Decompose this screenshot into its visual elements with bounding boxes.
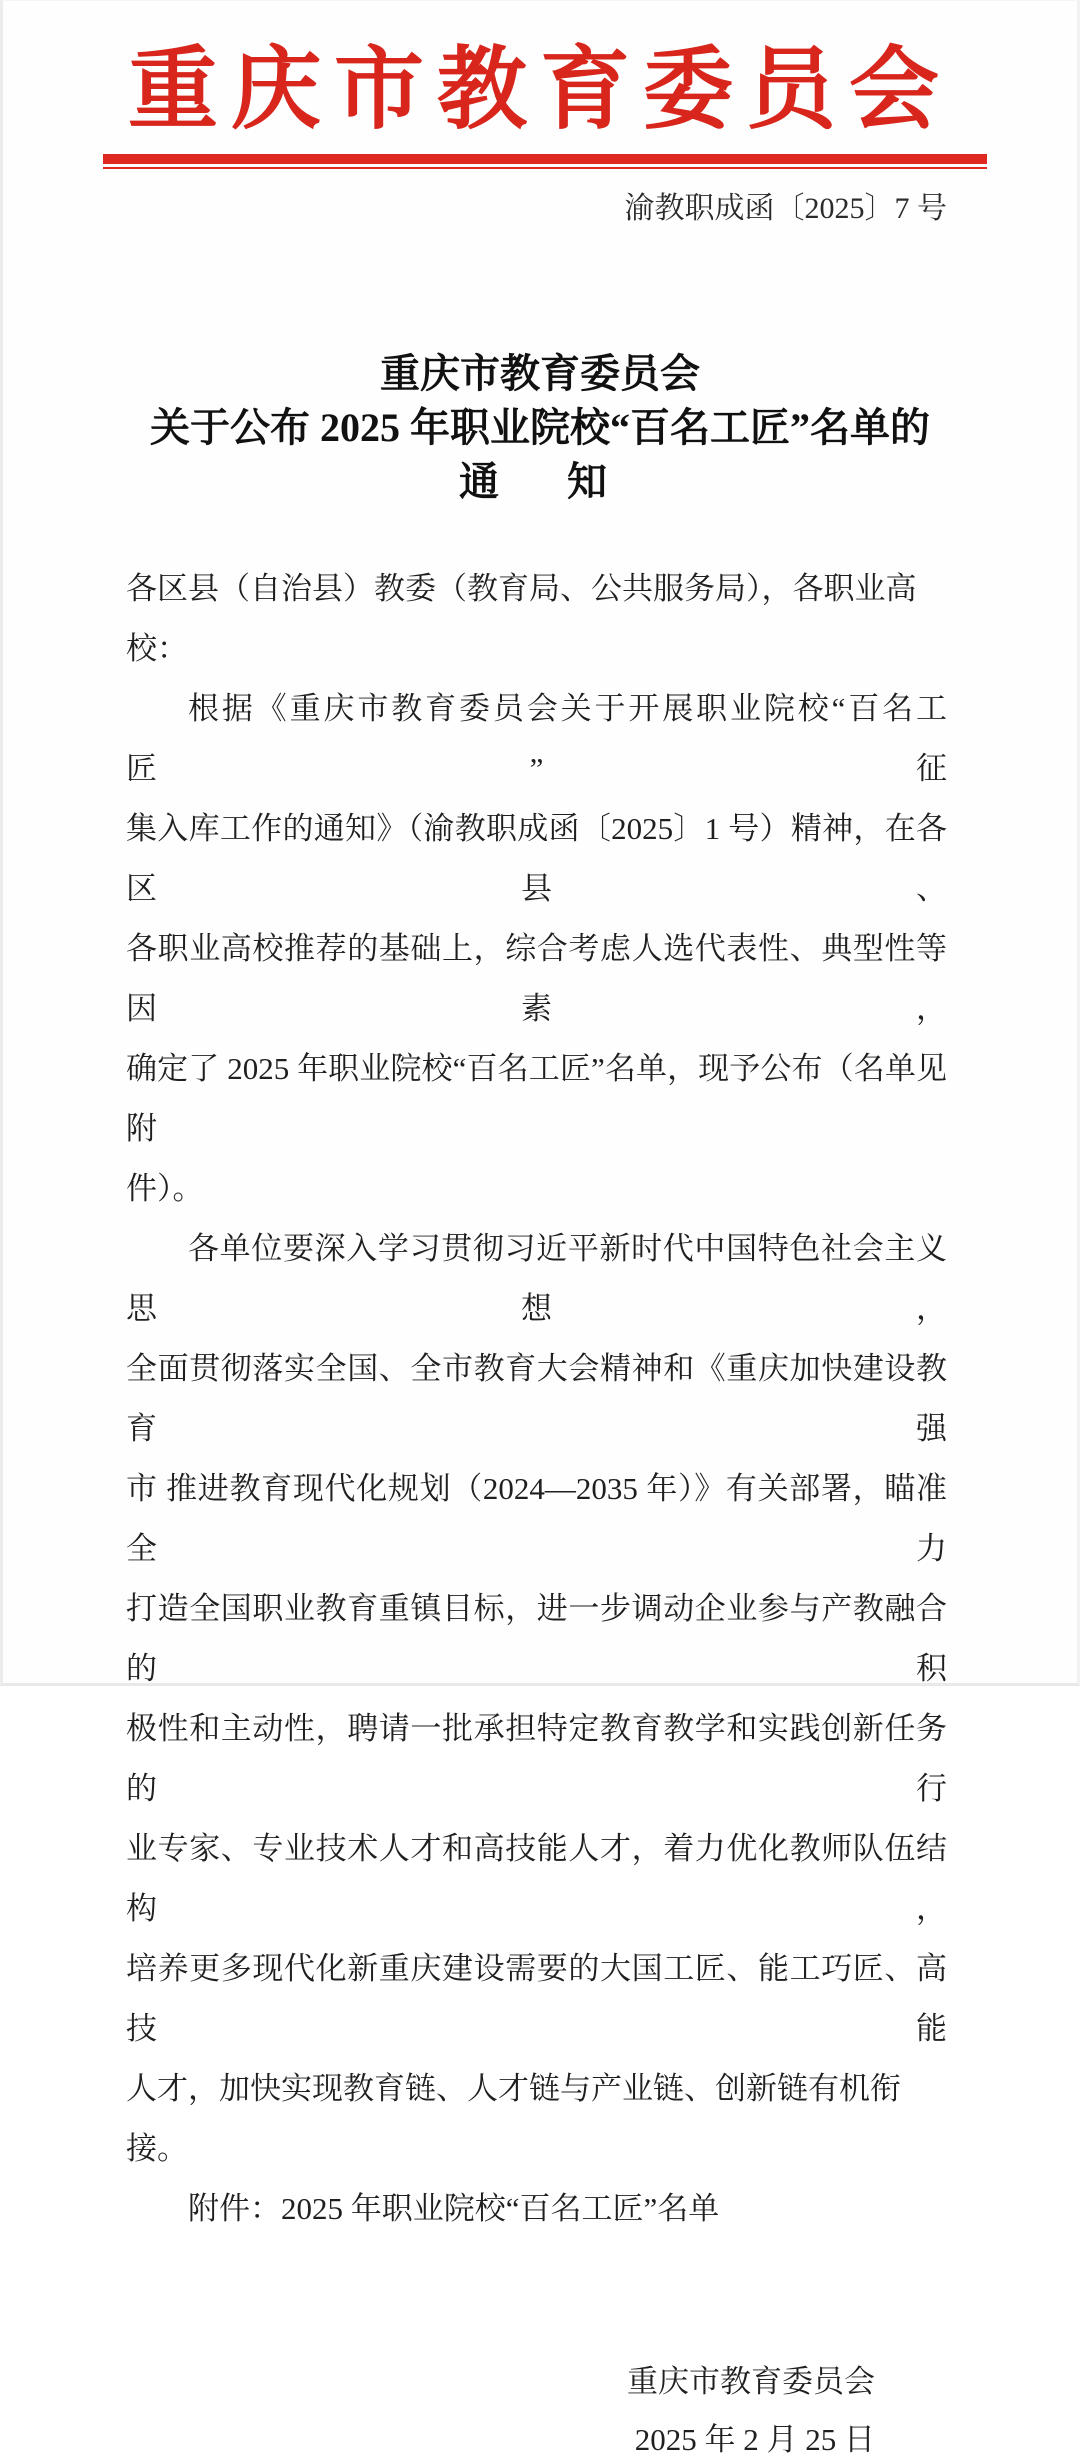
attachment-note: 附件：2025 年职业院校“百名工匠”名单: [188, 2191, 720, 2226]
paragraph-2-line-2: 全面贯彻落实全国、全市教育大会精神和《重庆加快建设教育强: [126, 1351, 947, 1446]
notice-body: [126, 559, 947, 2239]
paragraph-2-line-4: 打造全国职业教育重镇目标，进一步调动企业参与产教融合的积: [126, 1591, 947, 1686]
notice-title: [3, 347, 1077, 509]
paragraph-2-line-6: 业专家、专业技术人才和高技能人才，着力优化教师队伍结构，: [126, 1831, 947, 1926]
paragraph-1-line-3: 各职业高校推荐的基础上，综合考虑人选代表性、典型性等因素，: [126, 931, 947, 1026]
paragraph-2-line-5: 极性和主动性，聘请一批承担特定教育教学和实践创新任务的行: [126, 1711, 947, 1806]
letterhead-divider-rule: [103, 154, 987, 169]
letterhead-agency-name: 重庆市教育委员会: [128, 41, 952, 140]
signer-name: 重庆市教育委员会: [627, 2364, 875, 2399]
paragraph-2-line-8: 人才，加快实现教育链、人才链与产业链、创新链有机衔接。: [126, 2071, 901, 2166]
document-reference-number: 渝教职成函〔2025〕7 号: [624, 192, 947, 225]
paragraph-1-line-5: 件）。: [126, 1171, 204, 1206]
salutation-line: 各区县（自治县）教委（教育局、公共服务局），各职业高校：: [126, 571, 917, 666]
paragraph-2-line-3: 市 推进教育现代化规划（2024—2035 年）》有关部署，瞄准全力: [126, 1471, 947, 1566]
notice-title-line-3: 通 知: [459, 459, 621, 504]
paragraph-1-line-4: 确定了 2025 年职业院校“百名工匠”名单，现予公布（名单见附: [126, 1051, 947, 1146]
paragraph-1-line-2: 集入库工作的通知》（渝教职成函〔2025〕1 号）精神，在各区县、: [126, 811, 947, 906]
notice-title-line-2: 关于公布 2025 年职业院校“百名工匠”名单的: [150, 405, 930, 450]
paragraph-2-line-1: 各单位要深入学习贯彻习近平新时代中国特色社会主义思想，: [126, 1231, 947, 1326]
notice-title-line-1: 重庆市教育委员会: [380, 351, 700, 396]
signature-block: [3, 2359, 1077, 2463]
issue-date: 2025 年 2 月 25 日: [634, 2422, 875, 2457]
paragraph-1-line-1: 根据《重庆市教育委员会关于开展职业院校“百名工匠”征: [126, 691, 947, 786]
paragraph-2-line-7: 培养更多现代化新重庆建设需要的大国工匠、能工巧匠、高技能: [126, 1951, 947, 2046]
